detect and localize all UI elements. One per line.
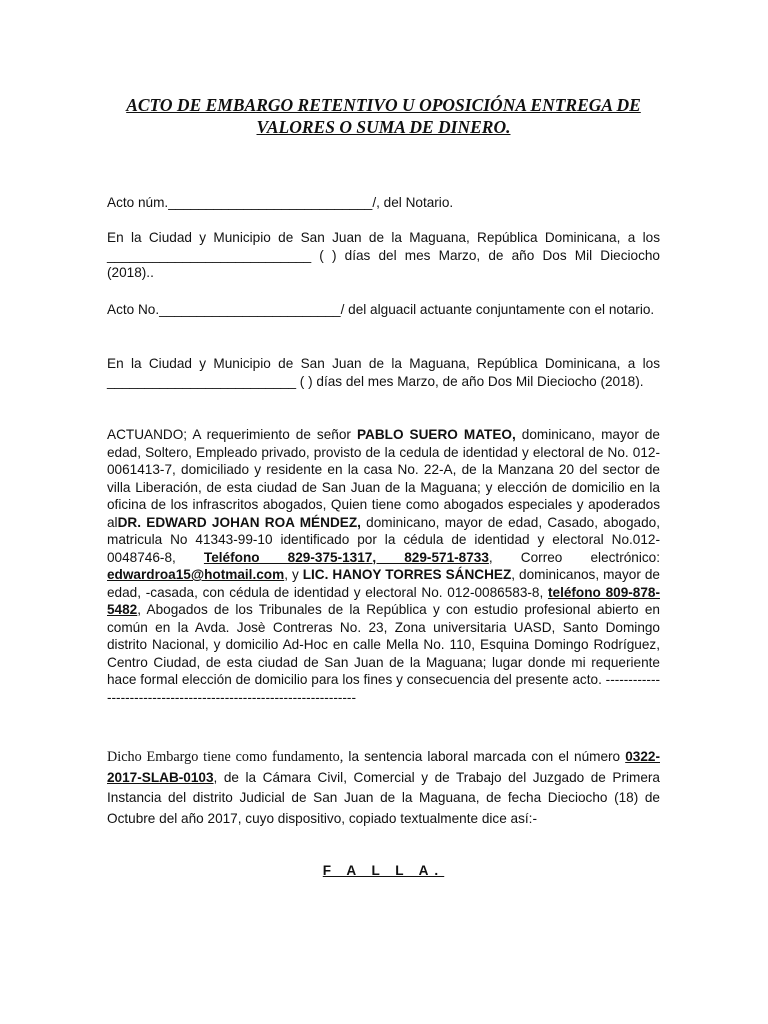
case-number: 0322-2017-SLAB-0103 — [107, 749, 660, 785]
actuando-text-4: , Correo electrónico: — [488, 549, 661, 565]
requeriente-name: PABLO SUERO MATEO, — [356, 427, 516, 442]
acto-notario-line: Acto núm.___________________________/, del Notario. — [107, 195, 454, 210]
actuando-text-1: ACTUANDO; A requerimiento de señor — [107, 427, 357, 442]
lawyer-1-phone: Teléfono 829-375-1317, 829-571-8733 — [203, 549, 489, 565]
actuando-paragraph — [107, 426, 660, 706]
acto-alguacil-paragraph: Acto No.________________________/ del alguacil actuante conjuntamente con el notario. — [107, 302, 655, 317]
title-line-2: VALORES O SUMA DE DINERO. — [256, 117, 511, 137]
falla-heading: F A L L A. — [322, 863, 445, 878]
alguacil-date-paragraph: En la Ciudad y Municipio de San Juan de la Maguana, República Dominicana, a los _________________________ ( ) días del mes Marzo, de año Dos Mil Dieciocho (2018). — [107, 356, 660, 389]
fundamento-lead: Dicho Embargo tiene como fundamento, — [107, 749, 344, 765]
lawyer-1-name: DR. EDWARD JOHAN ROA MÉNDEZ, — [117, 514, 361, 530]
lawyer-2-name: LIC. HANOY TORRES SÁNCHEZ — [302, 567, 512, 582]
actuando-text-6: , dominicanos, mayor de edad, -casada, con cédula de identidad y electoral No. 012-0086583-8, — [107, 567, 660, 600]
actuando-text-5: , y — [284, 567, 303, 582]
notary-date-paragraph: En la Ciudad y Municipio de San Juan de la Maguana, República Dominicana, a los ___________________________ ( ) días del mes Marzo, de año Dos Mil Dieciocho (2018).. — [107, 230, 660, 280]
fundamento-text-2: , de la Cámara Civil, Comercial y de Trabajo del Juzgado de Primera Instancia del distrito Judicial de San Juan de la Maguana, de fecha Dieciocho (18) de Octubre del año 2017, cuyo dispositivo, copiado textualmente dice así:- — [107, 769, 660, 826]
fundamento-text-1: la sentencia laboral marcada con el número — [343, 749, 626, 764]
actuando-text-3: dominicano, mayor de edad, Casado, abogado, matricula No 41343-99-10 identificado por la cédula de identidad y electoral No.012-0048746-8, — [107, 514, 660, 565]
lawyer-1-email: edwardroa15@hotmail.com — [107, 567, 285, 582]
fundamento-paragraph — [107, 747, 660, 829]
document-title — [107, 94, 660, 138]
title-line-1: ACTO DE EMBARGO RETENTIVO U OPOSICIÓNA ENTREGA DE — [126, 95, 641, 115]
lawyer-2-phone: teléfono 809-878-5482 — [107, 584, 660, 617]
actuando-text-2: dominicano, mayor de edad, Soltero, Empleado privado, provisto de la cedula de identidad y electoral de No. 012-0061413-7, domiciliado y residente en la casa No. 22-A, de la Manzana 20 del sector de villa Liberación, de esta ciudad de San Juan de la Maguana; y elección de domicilio en la oficina de los infrascritos abogados, Quien tiene como abogados especiales y apoderados al — [107, 427, 660, 530]
actuando-text-7: , Abogados de los Tribunales de la República y con estudio profesional abierto en común en la Avda. Josè Contreras No. 23, Zona universitaria UASD, Santo Domingo distrito Nacional, y domicilio Ad-Hoc en calle Mella No. 110, Esquina Domingo Rodríguez, Centro Ciudad, de esta ciudad de San Juan de la Maguana; lugar donde mi requeriente hace formal elección de domicilio para los fines y consecuencia del presente acto. ------------------------------------------------------------------- — [107, 602, 660, 705]
